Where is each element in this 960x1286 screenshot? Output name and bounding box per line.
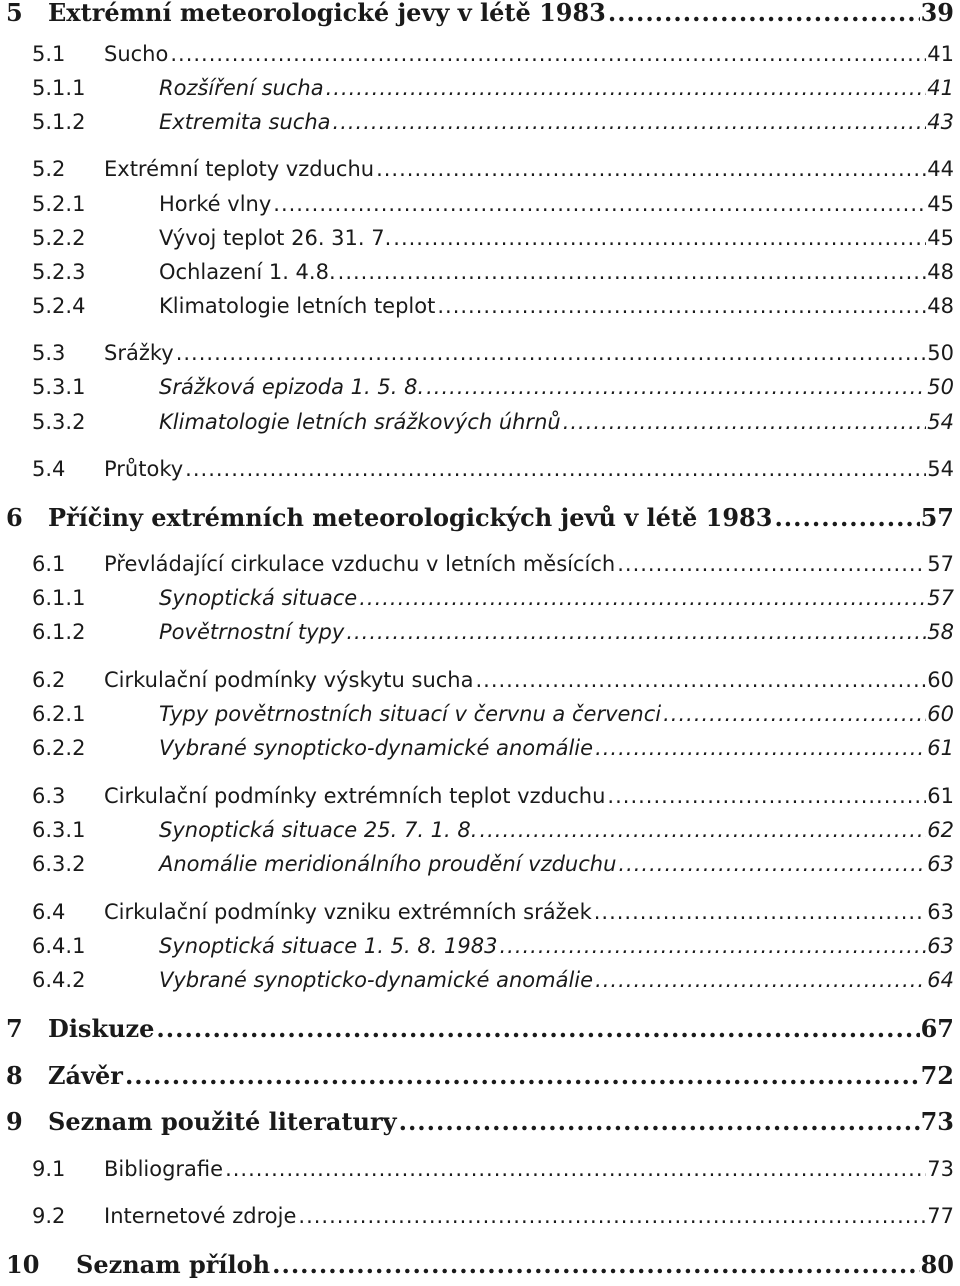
dot-leader xyxy=(499,934,926,958)
toc-page-number: 73 xyxy=(920,1107,954,1136)
toc-page-number: 39 xyxy=(920,0,954,27)
toc-page-number: 77 xyxy=(927,1204,954,1228)
toc-entry-section-5-4[interactable] xyxy=(32,457,954,489)
toc-number: 6.4.2 xyxy=(32,968,86,992)
toc-page-number: 54 xyxy=(927,457,954,481)
toc-entry-subsection-6-4-1[interactable] xyxy=(32,934,954,966)
toc-number: 5.2 xyxy=(32,157,66,181)
toc-entry-subsection-5-3-1[interactable] xyxy=(32,375,954,407)
toc-entry-subsection-5-2-3[interactable] xyxy=(32,260,954,292)
toc-page-number: 57 xyxy=(920,503,954,532)
toc-title: Synoptická situace 25. 7. 1. 8. xyxy=(159,818,478,842)
toc-page-number: 58 xyxy=(927,620,954,644)
toc-number: 7 xyxy=(6,1014,23,1043)
toc-title: Typy povětrnostních situací v červnu a červenci xyxy=(159,702,662,726)
toc-page-number: 63 xyxy=(927,900,954,924)
toc-entry-section-5-1[interactable] xyxy=(32,42,954,74)
toc-title: Povětrnostní typy xyxy=(159,620,345,644)
toc-number: 9.1 xyxy=(32,1157,66,1181)
toc-entry-section-6-3[interactable] xyxy=(32,784,954,816)
toc-entry-section-6-2[interactable] xyxy=(32,668,954,700)
toc-number: 6.1 xyxy=(32,552,66,576)
toc-entry-section-9-2[interactable] xyxy=(32,1204,954,1236)
dot-leader xyxy=(608,0,920,27)
toc-title: Extrémní meteorologické jevy v létě 1983 xyxy=(48,0,606,27)
toc-page-number: 50 xyxy=(927,341,954,365)
toc-entry-subsection-5-1-1[interactable] xyxy=(32,76,954,108)
dot-leader xyxy=(338,260,927,284)
toc-number: 6.4.1 xyxy=(32,934,86,958)
toc-number: 5.4 xyxy=(32,457,66,481)
toc-entry-chapter-10[interactable] xyxy=(6,1250,954,1282)
dot-leader xyxy=(346,620,926,644)
toc-number: 5.2.4 xyxy=(32,294,86,318)
toc-title: Příčiny extrémních meteorologických jevů v létě 1983 xyxy=(48,503,773,532)
toc-entry-chapter-8[interactable] xyxy=(6,1061,954,1093)
toc-entry-subsection-6-1-1[interactable] xyxy=(32,586,954,618)
toc-page-number: 57 xyxy=(927,552,954,576)
toc-page-number: 44 xyxy=(927,157,954,181)
toc-title: Synoptická situace xyxy=(159,586,358,610)
toc-title: Diskuze xyxy=(48,1014,155,1043)
toc-page-number: 43 xyxy=(927,110,954,134)
toc-page-number: 67 xyxy=(920,1014,954,1043)
toc-entry-subsection-6-2-2[interactable] xyxy=(32,736,954,768)
dot-leader xyxy=(437,294,926,318)
toc-number: 6.3.1 xyxy=(32,818,86,842)
toc-entry-section-6-4[interactable] xyxy=(32,900,954,932)
toc-number: 10 xyxy=(6,1250,40,1279)
toc-number: 5.2.2 xyxy=(32,226,86,250)
toc-title: Srážky xyxy=(104,341,174,365)
toc-number: 5.1 xyxy=(32,42,66,66)
toc-title: Sucho xyxy=(104,42,169,66)
dot-leader xyxy=(475,668,926,692)
toc-title: Ochlazení 1. 4.8. xyxy=(159,260,336,284)
toc-title: Internetové zdroje xyxy=(104,1204,297,1228)
toc-title: Vybrané synopticko-dynamické anomálie xyxy=(159,736,594,760)
toc-title: Seznam použité literatury xyxy=(48,1107,397,1136)
toc-page-number: 63 xyxy=(927,934,954,958)
toc-title: Anomálie meridionálního proudění vzduchu xyxy=(159,852,617,876)
toc-page-number: 60 xyxy=(927,668,954,692)
toc-title: Cirkulační podmínky výskytu sucha xyxy=(104,668,474,692)
toc-page-number: 41 xyxy=(927,42,954,66)
toc-page-number: 73 xyxy=(927,1157,954,1181)
toc-page-number: 60 xyxy=(927,702,954,726)
toc-number: 5 xyxy=(6,0,23,27)
toc-title: Seznam příloh xyxy=(76,1250,271,1279)
toc-number: 5.2.3 xyxy=(32,260,86,284)
dot-leader xyxy=(618,852,926,876)
dot-leader xyxy=(359,586,926,610)
toc-entry-subsection-6-4-2[interactable] xyxy=(32,968,954,1000)
toc-entry-chapter-7[interactable] xyxy=(6,1014,954,1046)
dot-leader xyxy=(399,1107,920,1136)
toc-entry-section-5-3[interactable] xyxy=(32,341,954,373)
toc-number: 6.4 xyxy=(32,900,66,924)
dot-leader xyxy=(617,552,926,576)
toc-title: Klimatologie letních teplot xyxy=(159,294,436,318)
toc-number: 5.1.1 xyxy=(32,76,86,100)
toc-title: Průtoky xyxy=(104,457,184,481)
toc-number: 6.2.2 xyxy=(32,736,86,760)
dot-leader xyxy=(272,1250,919,1279)
toc-number: 5.3.2 xyxy=(32,410,86,434)
toc-entry-subsection-6-3-1[interactable] xyxy=(32,818,954,850)
dot-leader xyxy=(225,1157,926,1181)
dot-leader xyxy=(663,702,926,726)
dot-leader xyxy=(426,375,926,399)
toc-number: 5.2.1 xyxy=(32,192,86,216)
toc-number: 5.3.1 xyxy=(32,375,86,399)
dot-leader xyxy=(774,503,919,532)
toc-title: Vývoj teplot 26. 31. 7. xyxy=(159,226,392,250)
toc-number: 5.3 xyxy=(32,341,66,365)
toc-entry-subsection-5-2-4[interactable] xyxy=(32,294,954,326)
dot-leader xyxy=(176,341,927,365)
toc-entry-subsection-6-2-1[interactable] xyxy=(32,702,954,734)
toc-entry-subsection-5-1-2[interactable] xyxy=(32,110,954,142)
toc-page-number: 48 xyxy=(927,260,954,284)
dot-leader xyxy=(594,900,927,924)
toc-title: Závěr xyxy=(48,1061,123,1090)
dot-leader xyxy=(563,410,927,434)
toc-title: Vybrané synopticko-dynamické anomálie xyxy=(159,968,594,992)
toc-entry-chapter-5[interactable] xyxy=(6,0,954,30)
toc-number: 6.2 xyxy=(32,668,66,692)
toc-number: 6.3 xyxy=(32,784,66,808)
dot-leader xyxy=(595,736,926,760)
toc-number: 6.2.1 xyxy=(32,702,86,726)
toc-entry-section-6-1[interactable] xyxy=(32,552,954,584)
toc-title: Převládající cirkulace vzduchu v letních měsících xyxy=(104,552,616,576)
toc-number: 5.1.2 xyxy=(32,110,86,134)
toc-entry-subsection-5-3-2[interactable] xyxy=(32,410,954,442)
toc-number: 6.1.1 xyxy=(32,586,86,610)
toc-number: 6 xyxy=(6,503,23,532)
toc-page-number: 48 xyxy=(927,294,954,318)
toc-title: Srážková epizoda 1. 5. 8. xyxy=(159,375,425,399)
toc-page-number: 64 xyxy=(927,968,954,992)
toc-page-number: 57 xyxy=(927,586,954,610)
dot-leader xyxy=(607,784,926,808)
toc-page-number: 41 xyxy=(927,76,954,100)
toc-number: 6.3.2 xyxy=(32,852,86,876)
dot-leader xyxy=(393,226,926,250)
dot-leader xyxy=(273,192,926,216)
toc-title: Bibliografie xyxy=(104,1157,224,1181)
toc-page-number: 72 xyxy=(920,1061,954,1090)
toc-number: 6.1.2 xyxy=(32,620,86,644)
toc-title: Cirkulační podmínky extrémních teplot vzduchu xyxy=(104,784,606,808)
toc-title: Cirkulační podmínky vzniku extrémních srážek xyxy=(104,900,592,924)
toc-page-number: 61 xyxy=(927,784,954,808)
toc-entry-section-5-2[interactable] xyxy=(32,157,954,189)
toc-title: Extrémní teploty vzduchu xyxy=(104,157,375,181)
toc-entry-chapter-6[interactable] xyxy=(6,503,954,535)
dot-leader xyxy=(298,1204,926,1228)
toc-page-number: 50 xyxy=(927,375,954,399)
toc-page-number: 45 xyxy=(927,192,954,216)
toc-title: Horké vlny xyxy=(159,192,272,216)
toc-entry-chapter-9[interactable] xyxy=(6,1107,954,1139)
toc-page-number: 63 xyxy=(927,852,954,876)
dot-leader xyxy=(156,1014,919,1043)
toc-title: Synoptická situace 1. 5. 8. 1983 xyxy=(159,934,498,958)
dot-leader xyxy=(333,110,927,134)
toc-page-number: 80 xyxy=(920,1250,954,1279)
toc-entry-section-9-1[interactable] xyxy=(32,1157,954,1189)
toc-title: Klimatologie letních srážkových úhrnů xyxy=(159,410,561,434)
toc-page-number: 54 xyxy=(927,410,954,434)
dot-leader xyxy=(376,157,926,181)
toc-title: Extremita sucha xyxy=(159,110,331,134)
toc-number: 9.2 xyxy=(32,1204,66,1228)
toc-entry-subsection-6-3-2[interactable] xyxy=(32,852,954,884)
dot-leader xyxy=(479,818,926,842)
dot-leader xyxy=(185,457,926,481)
dot-leader xyxy=(125,1061,920,1090)
toc-entry-subsection-6-1-2[interactable] xyxy=(32,620,954,652)
toc-number: 9 xyxy=(6,1107,23,1136)
toc-page-number: 61 xyxy=(927,736,954,760)
toc-title: Rozšíření sucha xyxy=(159,76,324,100)
dot-leader xyxy=(326,76,927,100)
toc-page-number: 62 xyxy=(927,818,954,842)
toc-entry-subsection-5-2-1[interactable] xyxy=(32,192,954,224)
dot-leader xyxy=(170,42,926,66)
toc-number: 8 xyxy=(6,1061,23,1090)
dot-leader xyxy=(595,968,926,992)
toc-entry-subsection-5-2-2[interactable] xyxy=(32,226,954,258)
toc-page-number: 45 xyxy=(927,226,954,250)
